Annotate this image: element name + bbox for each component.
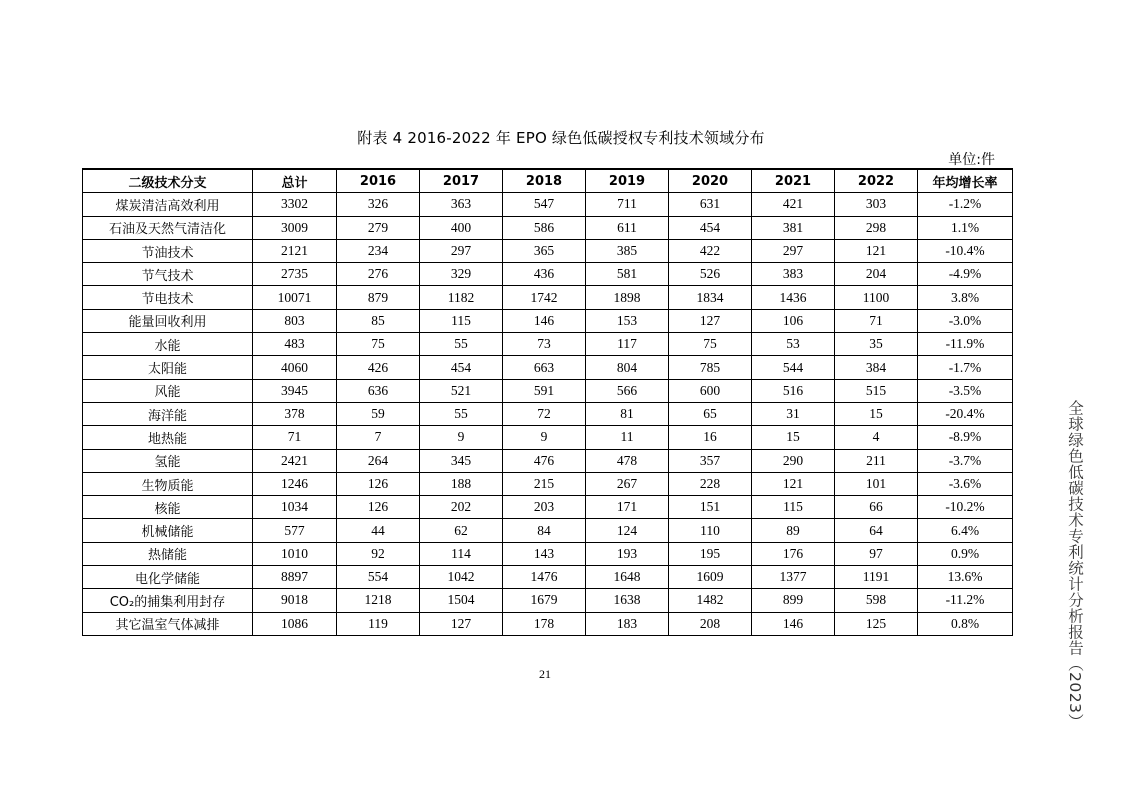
- table-cell: 1742: [503, 286, 586, 309]
- row-category: 电化学储能: [83, 566, 253, 589]
- table-cell: 171: [586, 496, 669, 519]
- table-row: [83, 402, 1013, 425]
- table-cell: 4060: [253, 356, 337, 379]
- table-cell: 326: [337, 193, 420, 216]
- table-cell: 1100: [835, 286, 918, 309]
- table-cell: 478: [586, 449, 669, 472]
- table-cell: 554: [337, 566, 420, 589]
- table-cell: 208: [669, 612, 752, 635]
- row-category: 其它温室气体减排: [83, 612, 253, 635]
- table-cell: -4.9%: [918, 263, 1013, 286]
- table-cell: 66: [835, 496, 918, 519]
- table-cell: 119: [337, 612, 420, 635]
- table-cell: 383: [752, 263, 835, 286]
- table-cell: 228: [669, 472, 752, 495]
- table-cell: 234: [337, 239, 420, 262]
- table-cell: 631: [669, 193, 752, 216]
- table-body: [83, 193, 1013, 636]
- table-cell: 9018: [253, 589, 337, 612]
- table-cell: 101: [835, 472, 918, 495]
- row-category: 海洋能: [83, 402, 253, 425]
- column-header: 总计: [253, 169, 337, 193]
- table-cell: 9: [503, 426, 586, 449]
- patent-table: [82, 168, 1013, 636]
- table-cell: 115: [752, 496, 835, 519]
- table-row: [83, 612, 1013, 635]
- row-category: 核能: [83, 496, 253, 519]
- table-cell: 202: [420, 496, 503, 519]
- table-cell: 879: [337, 286, 420, 309]
- row-category: 热储能: [83, 542, 253, 565]
- table-cell: 276: [337, 263, 420, 286]
- row-category: 机械储能: [83, 519, 253, 542]
- table-cell: 1042: [420, 566, 503, 589]
- column-header: 2021: [752, 169, 835, 193]
- table-cell: 81: [586, 402, 669, 425]
- table-cell: 59: [337, 402, 420, 425]
- table-cell: 75: [669, 333, 752, 356]
- table-cell: 384: [835, 356, 918, 379]
- table-cell: 97: [835, 542, 918, 565]
- column-header: 2017: [420, 169, 503, 193]
- table-cell: 591: [503, 379, 586, 402]
- table-cell: 454: [420, 356, 503, 379]
- table-cell: 124: [586, 519, 669, 542]
- table-cell: 422: [669, 239, 752, 262]
- table-cell: 0.9%: [918, 542, 1013, 565]
- table-cell: 426: [337, 356, 420, 379]
- table-row: [83, 542, 1013, 565]
- table-cell: -3.0%: [918, 309, 1013, 332]
- row-category: 节油技术: [83, 239, 253, 262]
- table-cell: 0.8%: [918, 612, 1013, 635]
- table-cell: 547: [503, 193, 586, 216]
- table-cell: 72: [503, 402, 586, 425]
- table-row: [83, 333, 1013, 356]
- table-cell: 3009: [253, 216, 337, 239]
- table-cell: 126: [337, 472, 420, 495]
- table-cell: 400: [420, 216, 503, 239]
- column-header: 年均增长率: [918, 169, 1013, 193]
- table-row: [83, 193, 1013, 216]
- row-category: 节电技术: [83, 286, 253, 309]
- table-cell: 117: [586, 333, 669, 356]
- table-cell: 1834: [669, 286, 752, 309]
- table-cell: 71: [835, 309, 918, 332]
- table-cell: 153: [586, 309, 669, 332]
- column-header: 二级技术分支: [83, 169, 253, 193]
- table-row: [83, 472, 1013, 495]
- table-row: [83, 496, 1013, 519]
- row-category: 节气技术: [83, 263, 253, 286]
- table-cell: 193: [586, 542, 669, 565]
- table-cell: 1034: [253, 496, 337, 519]
- table-cell: 586: [503, 216, 586, 239]
- column-header: 2022: [835, 169, 918, 193]
- table-row: [83, 449, 1013, 472]
- table-cell: 11: [586, 426, 669, 449]
- table-cell: 2735: [253, 263, 337, 286]
- table-cell: 2121: [253, 239, 337, 262]
- table-cell: 297: [420, 239, 503, 262]
- table-cell: 15: [835, 402, 918, 425]
- table-cell: 6.4%: [918, 519, 1013, 542]
- table-cell: 16: [669, 426, 752, 449]
- table-cell: 515: [835, 379, 918, 402]
- table-cell: 785: [669, 356, 752, 379]
- table-cell: 516: [752, 379, 835, 402]
- table-cell: -1.7%: [918, 356, 1013, 379]
- table-cell: 381: [752, 216, 835, 239]
- table-cell: 345: [420, 449, 503, 472]
- table-row: [83, 309, 1013, 332]
- table-cell: 526: [669, 263, 752, 286]
- table-cell: 3.8%: [918, 286, 1013, 309]
- row-category: 生物质能: [83, 472, 253, 495]
- table-cell: 195: [669, 542, 752, 565]
- table-title: 附表 4 2016-2022 年 EPO 绿色低碳授权专利技术领域分布: [357, 129, 765, 147]
- table-cell: 84: [503, 519, 586, 542]
- table-cell: 2421: [253, 449, 337, 472]
- unit-label: 单位:件: [948, 152, 995, 168]
- table-cell: 803: [253, 309, 337, 332]
- table-cell: 1191: [835, 566, 918, 589]
- table-cell: 126: [337, 496, 420, 519]
- table-cell: 44: [337, 519, 420, 542]
- table-cell: -3.7%: [918, 449, 1013, 472]
- table-cell: 125: [835, 612, 918, 635]
- table-cell: 577: [253, 519, 337, 542]
- table-row: [83, 356, 1013, 379]
- table-cell: 1086: [253, 612, 337, 635]
- table-cell: 421: [752, 193, 835, 216]
- table-cell: 65: [669, 402, 752, 425]
- column-header: 2016: [337, 169, 420, 193]
- row-category: 煤炭清洁高效利用: [83, 193, 253, 216]
- table-cell: 711: [586, 193, 669, 216]
- table-cell: 127: [420, 612, 503, 635]
- table-cell: 121: [752, 472, 835, 495]
- table-cell: 215: [503, 472, 586, 495]
- table-cell: 92: [337, 542, 420, 565]
- table-cell: 521: [420, 379, 503, 402]
- table-cell: 636: [337, 379, 420, 402]
- table-cell: 85: [337, 309, 420, 332]
- row-category: 氢能: [83, 449, 253, 472]
- table-cell: 483: [253, 333, 337, 356]
- table-cell: 290: [752, 449, 835, 472]
- table-cell: 7: [337, 426, 420, 449]
- table-cell: 1.1%: [918, 216, 1013, 239]
- table-cell: 663: [503, 356, 586, 379]
- table-cell: 146: [752, 612, 835, 635]
- table-cell: 899: [752, 589, 835, 612]
- table-cell: 64: [835, 519, 918, 542]
- table-cell: 9: [420, 426, 503, 449]
- table-cell: -3.5%: [918, 379, 1013, 402]
- table-cell: 1504: [420, 589, 503, 612]
- table-row: [83, 589, 1013, 612]
- table-cell: 115: [420, 309, 503, 332]
- table-cell: 1218: [337, 589, 420, 612]
- table-cell: 264: [337, 449, 420, 472]
- table-cell: 298: [835, 216, 918, 239]
- table-cell: 544: [752, 356, 835, 379]
- table-cell: 127: [669, 309, 752, 332]
- table-cell: 15: [752, 426, 835, 449]
- table-cell: -11.2%: [918, 589, 1013, 612]
- table-cell: 151: [669, 496, 752, 519]
- table-row: [83, 379, 1013, 402]
- side-running-title: 全球绿色低碳技术专利统计分析报告（2023）: [1066, 400, 1084, 730]
- row-category: CO₂的捕集利用封存: [83, 589, 253, 612]
- table-row: [83, 216, 1013, 239]
- table-cell: 114: [420, 542, 503, 565]
- table-cell: 600: [669, 379, 752, 402]
- row-category: 能量回收利用: [83, 309, 253, 332]
- table-cell: -10.4%: [918, 239, 1013, 262]
- table-cell: 1679: [503, 589, 586, 612]
- table-cell: 3945: [253, 379, 337, 402]
- table-cell: 436: [503, 263, 586, 286]
- table-cell: 1377: [752, 566, 835, 589]
- table-cell: 121: [835, 239, 918, 262]
- row-category: 太阳能: [83, 356, 253, 379]
- table-cell: 3302: [253, 193, 337, 216]
- table-cell: -20.4%: [918, 402, 1013, 425]
- table-cell: 1436: [752, 286, 835, 309]
- table-cell: 454: [669, 216, 752, 239]
- column-header: 2018: [503, 169, 586, 193]
- table-cell: 204: [835, 263, 918, 286]
- table-cell: 598: [835, 589, 918, 612]
- row-category: 风能: [83, 379, 253, 402]
- table-cell: 188: [420, 472, 503, 495]
- table-cell: 176: [752, 542, 835, 565]
- table-cell: -8.9%: [918, 426, 1013, 449]
- table-cell: 55: [420, 402, 503, 425]
- row-category: 水能: [83, 333, 253, 356]
- table-cell: 1010: [253, 542, 337, 565]
- table-cell: 1638: [586, 589, 669, 612]
- table-cell: 1648: [586, 566, 669, 589]
- table-cell: 1476: [503, 566, 586, 589]
- table-cell: 73: [503, 333, 586, 356]
- page-number: 21: [539, 667, 551, 681]
- table-cell: 378: [253, 402, 337, 425]
- table-cell: 581: [586, 263, 669, 286]
- table-cell: 363: [420, 193, 503, 216]
- table-row: [83, 519, 1013, 542]
- table-row: [83, 263, 1013, 286]
- table-cell: 183: [586, 612, 669, 635]
- table-cell: -3.6%: [918, 472, 1013, 495]
- table-cell: 8897: [253, 566, 337, 589]
- column-header: 2020: [669, 169, 752, 193]
- row-category: 地热能: [83, 426, 253, 449]
- table-cell: 357: [669, 449, 752, 472]
- table-cell: 566: [586, 379, 669, 402]
- table-cell: 385: [586, 239, 669, 262]
- table-cell: 203: [503, 496, 586, 519]
- column-header: 2019: [586, 169, 669, 193]
- table-cell: 178: [503, 612, 586, 635]
- table-row: [83, 566, 1013, 589]
- table-cell: 146: [503, 309, 586, 332]
- table-cell: -1.2%: [918, 193, 1013, 216]
- table-cell: 35: [835, 333, 918, 356]
- table-cell: 1182: [420, 286, 503, 309]
- table-cell: 143: [503, 542, 586, 565]
- table-cell: 365: [503, 239, 586, 262]
- table-cell: 31: [752, 402, 835, 425]
- table-cell: 211: [835, 449, 918, 472]
- table-cell: 279: [337, 216, 420, 239]
- table-row: [83, 426, 1013, 449]
- table-cell: 4: [835, 426, 918, 449]
- table-cell: 1482: [669, 589, 752, 612]
- table-row: [83, 286, 1013, 309]
- table-cell: -11.9%: [918, 333, 1013, 356]
- table-cell: -10.2%: [918, 496, 1013, 519]
- table-row: [83, 239, 1013, 262]
- table-cell: 53: [752, 333, 835, 356]
- table-cell: 297: [752, 239, 835, 262]
- row-category: 石油及天然气清洁化: [83, 216, 253, 239]
- table-cell: 62: [420, 519, 503, 542]
- table-cell: 804: [586, 356, 669, 379]
- table-cell: 329: [420, 263, 503, 286]
- header-row: [83, 169, 1013, 193]
- table-cell: 75: [337, 333, 420, 356]
- table-cell: 55: [420, 333, 503, 356]
- table-cell: 13.6%: [918, 566, 1013, 589]
- table-cell: 1246: [253, 472, 337, 495]
- table-cell: 303: [835, 193, 918, 216]
- table-cell: 106: [752, 309, 835, 332]
- table-cell: 1609: [669, 566, 752, 589]
- table-cell: 89: [752, 519, 835, 542]
- table-cell: 110: [669, 519, 752, 542]
- table-cell: 71: [253, 426, 337, 449]
- table-cell: 476: [503, 449, 586, 472]
- table-cell: 1898: [586, 286, 669, 309]
- table-cell: 267: [586, 472, 669, 495]
- table-cell: 10071: [253, 286, 337, 309]
- table-cell: 611: [586, 216, 669, 239]
